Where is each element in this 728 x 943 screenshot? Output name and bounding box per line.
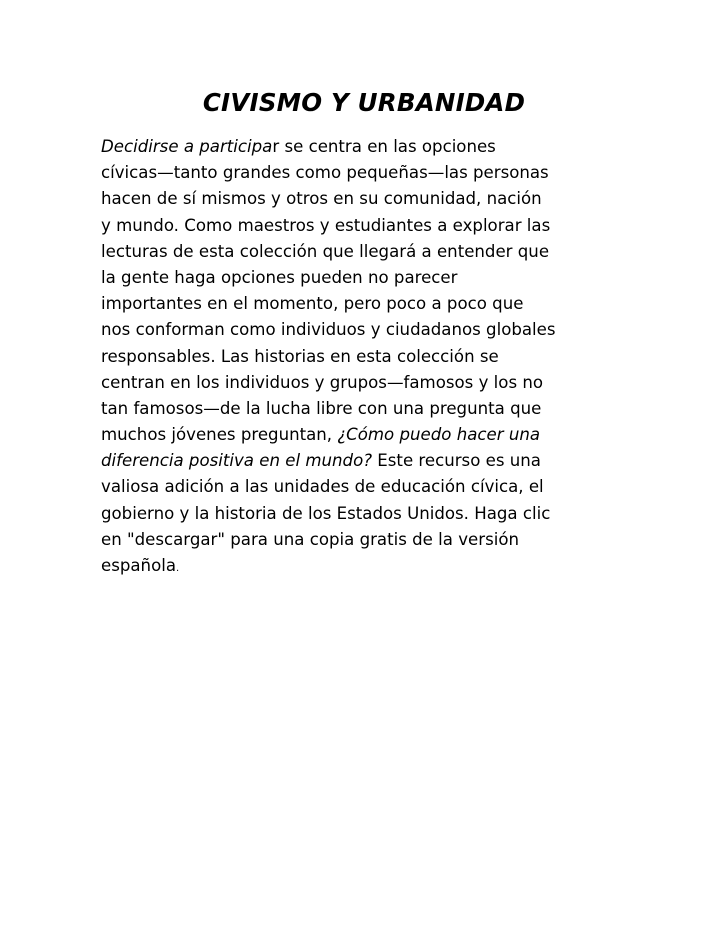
body-text: . <box>176 563 180 574</box>
paragraph-line <box>101 239 641 265</box>
italic-text: Decidirse a participa <box>101 137 273 156</box>
body-text: centran en los individuos y grupos—famosos y los no <box>101 372 544 392</box>
paragraph-line <box>101 213 641 239</box>
body-text: nos conforman como individuos y ciudadanos globales <box>101 320 556 340</box>
paragraph-line <box>101 134 641 160</box>
paragraph-line <box>101 527 641 553</box>
paragraph-line <box>101 186 641 212</box>
body-text: muchos jóvenes preguntan, <box>101 425 338 445</box>
body-text: en "descargar" para una copia gratis de la versión <box>101 529 519 549</box>
body-text: r se centra en las opciones <box>272 137 496 156</box>
body-text: Este recurso es una <box>372 451 541 471</box>
body-text: y mundo. Como maestros y estudiantes a explorar las <box>101 215 551 235</box>
italic-text: ¿Cómo puedo hacer una <box>337 425 541 445</box>
paragraph-line <box>101 160 641 186</box>
body-text: importantes en el momento, pero poco a poco que <box>101 294 524 314</box>
body-text: la gente haga opciones pueden no parecer <box>101 267 458 287</box>
document-body <box>101 134 641 579</box>
paragraph-line <box>101 448 641 474</box>
paragraph-line <box>101 344 641 370</box>
body-text: responsables. Las historias en esta colección se <box>101 346 499 366</box>
paragraph-line <box>101 370 641 396</box>
paragraph-line <box>101 501 641 527</box>
paragraph-line <box>101 396 641 422</box>
document-title: CIVISMO Y URBANIDAD <box>202 88 526 117</box>
paragraph-line <box>101 553 641 579</box>
paragraph-line <box>101 291 641 317</box>
body-text: cívicas—tanto grandes como pequeñas—las personas <box>101 163 549 183</box>
paragraph-line <box>101 317 641 343</box>
body-text: española <box>101 556 177 575</box>
body-text: valiosa adición a las unidades de educación cívica, el <box>101 477 544 497</box>
paragraph-line <box>101 422 641 448</box>
italic-text: diferencia positiva en el mundo? <box>101 451 373 471</box>
body-text: gobierno y la historia de los Estados Unidos. Haga clic <box>101 503 551 523</box>
paragraph-line <box>101 474 641 500</box>
body-text: hacen de sí mismos y otros en su comunidad, nación <box>101 189 542 209</box>
body-text: lecturas de esta colección que llegará a entender que <box>101 241 550 261</box>
body-text: tan famosos—de la lucha libre con una pregunta que <box>101 398 542 418</box>
paragraph-line <box>101 265 641 291</box>
